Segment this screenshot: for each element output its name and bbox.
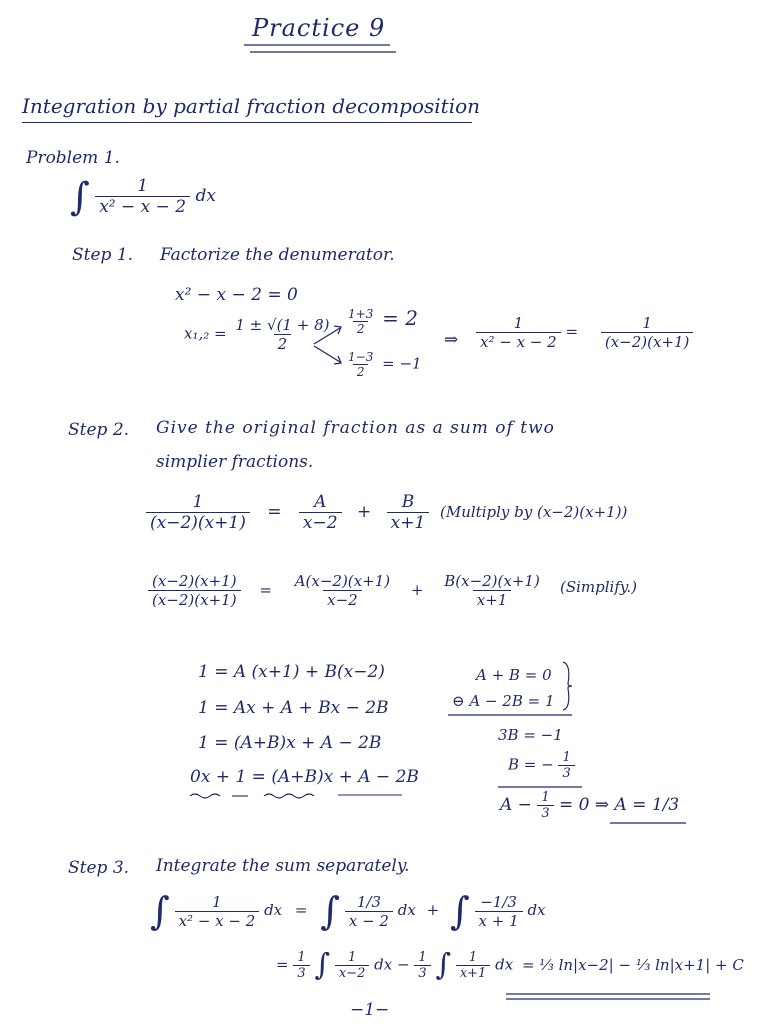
step2-label: Step 2. [68,420,130,440]
decomposition-equation: $\frac{1}{(x-2)(x+1)}$ = $\frac{A}{x-2}$ + $\frac{B}{x+1}$ [146,492,429,533]
integral-result: = $\frac{1}{3}$ ∫ $\frac{1}{x-2}$ dx − $\frac{1}{3}$ ∫ $\frac{1}{x+1}$ dx = ⅓ ln|x−2| − ⅓ ln|x+1| + C [276,947,744,983]
step2-text-1: Give the original fraction as a sum of two [156,418,555,438]
page-number: −1− [350,1000,390,1020]
system-eq-2: ⊖ A − 2B = 1 [452,692,555,710]
system-eq-1: A + B = 0 [476,666,552,684]
coef-line-4: 0x + 1 = (A+B)x + A − 2B [190,767,419,787]
note-simplify: (Simplify.) [560,578,637,596]
system-eq-3: 3B = −1 [498,726,563,744]
system-rule [446,712,576,718]
page-title: Practice 9 [252,14,386,42]
result-underline [608,820,688,826]
implies-arrow: ⇒ [444,330,459,350]
system-brace [560,660,574,712]
step1-equation: x² − x − 2 = 0 [175,285,298,305]
integral-sign: ∫ [70,174,90,219]
step3-label: Step 3. [68,858,130,878]
coef-line-1: 1 = A (x+1) + B(x−2) [198,662,385,682]
problem-label: Problem 1. [26,148,120,168]
system-result: A − $\frac{1}{3}$ = 0 ⇒ A = 1/3 [500,790,680,821]
step2-text-2: simplier fractions. [156,452,314,472]
coef-line-2: 1 = Ax + A + Bx − 2B [198,698,389,718]
root-two: $\frac{1-3}{2}$ = −1 [348,350,422,379]
note-multiply: (Multiply by (x−2)(x+1)) [440,503,628,521]
factored-fraction: $\frac{1}{\text{x² − x − 2}}$ = $\frac{1}{(x-2)(x+1)}$ [476,314,693,351]
step1-label: Step 1. [72,245,134,265]
coef-line-3: 1 = (A+B)x + A − 2B [198,733,382,753]
step3-text: Integrate the sum separately. [156,856,410,876]
multiplied-equation: $\frac{(x-2)(x+1)}{(x-2)(x+1)}$ = $\frac{A(x-2)(x+1)}{x-2}$ + $\frac{B(x-2)(x+1)}{x+1}$ [148,572,544,609]
integral-split: ∫ $\frac{1}{\text{x² − x − 2}}$ dx = ∫ $\frac{1/3}{x - 2}$ dx + ∫ $\frac{-1/3}{x + 1}$ dx [150,889,546,933]
step1-text: Factorize the denumerator. [160,245,395,265]
system-eq-4: B = − $\frac{1}{3}$ [508,750,575,781]
final-double-underline [504,992,714,1002]
section-heading: Integration by partial fraction decomposition [22,94,472,123]
root-one: $\frac{1+3}{2}$ = 2 [348,306,418,336]
quadratic-formula: x₁,₂ = $\frac{1 \pm √(1 + 8)}{2}$ [184,316,330,353]
coef-underline-marks [188,790,408,800]
title-underline [240,42,400,56]
problem-integral: ∫ $\frac{1}{\text{x² − x − 2}}$ dx [70,174,217,219]
